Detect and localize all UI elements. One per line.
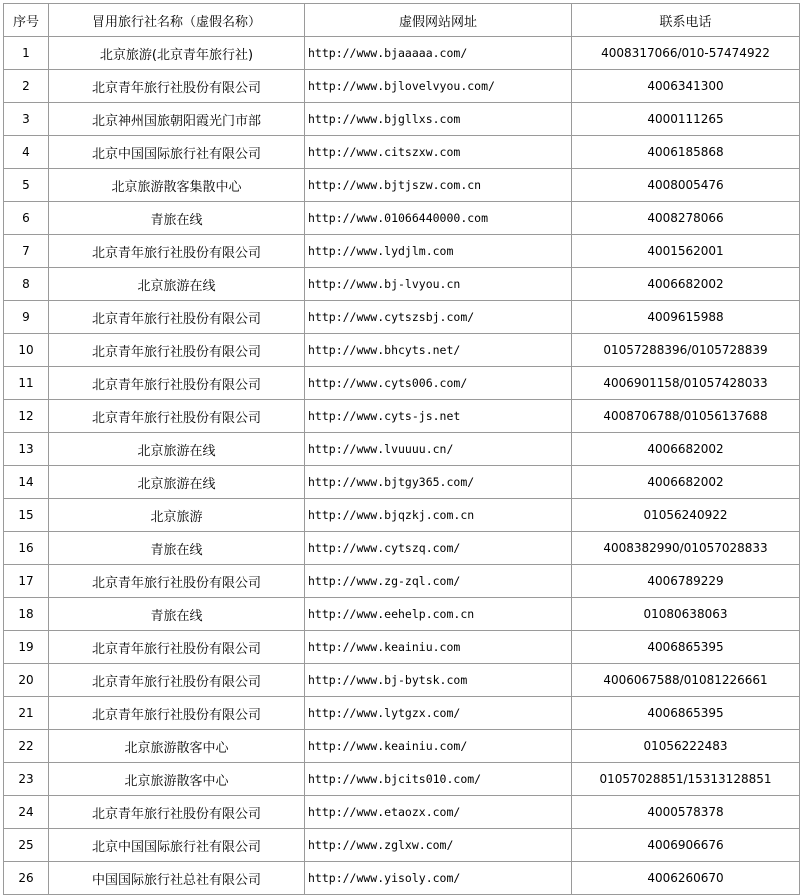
- website-url: http://www.bjcits010.com/: [305, 763, 572, 796]
- website-url: http://www.bjtjszw.com.cn: [305, 169, 572, 202]
- agency-name: 北京中国国际旅行社有限公司: [49, 829, 305, 862]
- phone-number: 4008317066/010-57474922: [572, 37, 800, 70]
- table-row: [4, 37, 800, 70]
- agency-name: 中国国际旅行社总社有限公司: [49, 862, 305, 895]
- agency-name: 北京旅游(北京青年旅行社): [49, 37, 305, 70]
- phone-number: 4006865395: [572, 631, 800, 664]
- table-row: [4, 400, 800, 433]
- website-url: http://www.bjlovelvyou.com/: [305, 70, 572, 103]
- table-row: [4, 862, 800, 895]
- table-row: [4, 136, 800, 169]
- agency-name: 北京旅游散客中心: [49, 763, 305, 796]
- phone-number: 01080638063: [572, 598, 800, 631]
- website-url: http://www.bj-lvyou.cn: [305, 268, 572, 301]
- row-index: 11: [4, 367, 49, 400]
- agency-name: 北京青年旅行社股份有限公司: [49, 796, 305, 829]
- row-index: 2: [4, 70, 49, 103]
- website-url: http://www.etaozx.com/: [305, 796, 572, 829]
- table-row: [4, 631, 800, 664]
- website-url: http://www.zglxw.com/: [305, 829, 572, 862]
- table-row: [4, 169, 800, 202]
- table-row: [4, 334, 800, 367]
- row-index: 21: [4, 697, 49, 730]
- table-row: [4, 763, 800, 796]
- row-index: 24: [4, 796, 49, 829]
- table-row: [4, 532, 800, 565]
- website-url: http://www.cyts-js.net: [305, 400, 572, 433]
- phone-number: 4008005476: [572, 169, 800, 202]
- website-url: http://www.bj-bytsk.com: [305, 664, 572, 697]
- table-row: [4, 598, 800, 631]
- table-row: [4, 565, 800, 598]
- row-index: 16: [4, 532, 49, 565]
- header-agency-name: 冒用旅行社名称（虚假名称）: [49, 4, 305, 37]
- phone-number: 4006789229: [572, 565, 800, 598]
- agency-name: 北京青年旅行社股份有限公司: [49, 367, 305, 400]
- agency-name: 青旅在线: [49, 532, 305, 565]
- row-index: 4: [4, 136, 49, 169]
- agency-name: 北京青年旅行社股份有限公司: [49, 697, 305, 730]
- table-row: [4, 829, 800, 862]
- table-row: [4, 499, 800, 532]
- website-url: http://www.lvuuuu.cn/: [305, 433, 572, 466]
- agency-name: 北京青年旅行社股份有限公司: [49, 301, 305, 334]
- header-website: 虚假网站网址: [305, 4, 572, 37]
- phone-number: 4006682002: [572, 433, 800, 466]
- website-url: http://www.yisoly.com/: [305, 862, 572, 895]
- website-url: http://www.bjtgy365.com/: [305, 466, 572, 499]
- phone-number: 01057028851/15313128851: [572, 763, 800, 796]
- table-row: [4, 268, 800, 301]
- table-row: [4, 70, 800, 103]
- website-url: http://www.lytgzx.com/: [305, 697, 572, 730]
- row-index: 10: [4, 334, 49, 367]
- table-row: [4, 202, 800, 235]
- phone-number: 4008278066: [572, 202, 800, 235]
- phone-number: 4006067588/01081226661: [572, 664, 800, 697]
- website-url: http://www.citszxw.com: [305, 136, 572, 169]
- row-index: 22: [4, 730, 49, 763]
- table-row: [4, 664, 800, 697]
- header-index: 序号: [4, 4, 49, 37]
- agency-name: 北京青年旅行社股份有限公司: [49, 334, 305, 367]
- agency-name: 北京青年旅行社股份有限公司: [49, 664, 305, 697]
- agency-name: 北京青年旅行社股份有限公司: [49, 235, 305, 268]
- table-row: [4, 301, 800, 334]
- phone-number: 01057288396/0105728839: [572, 334, 800, 367]
- agency-name: 北京青年旅行社股份有限公司: [49, 400, 305, 433]
- agency-name: 北京旅游在线: [49, 268, 305, 301]
- website-url: http://www.eehelp.com.cn: [305, 598, 572, 631]
- row-index: 17: [4, 565, 49, 598]
- phone-number: 4006906676: [572, 829, 800, 862]
- agency-name: 北京旅游: [49, 499, 305, 532]
- table-row: [4, 796, 800, 829]
- row-index: 23: [4, 763, 49, 796]
- row-index: 15: [4, 499, 49, 532]
- row-index: 3: [4, 103, 49, 136]
- agency-name: 北京旅游散客中心: [49, 730, 305, 763]
- agency-name: 北京中国国际旅行社有限公司: [49, 136, 305, 169]
- agency-name: 北京青年旅行社股份有限公司: [49, 565, 305, 598]
- website-url: http://www.bjaaaaa.com/: [305, 37, 572, 70]
- phone-number: 4006341300: [572, 70, 800, 103]
- table-row: [4, 730, 800, 763]
- agency-name: 北京旅游在线: [49, 466, 305, 499]
- row-index: 13: [4, 433, 49, 466]
- website-url: http://www.keainiu.com/: [305, 730, 572, 763]
- phone-number: 4006901158/01057428033: [572, 367, 800, 400]
- website-url: http://www.keainiu.com: [305, 631, 572, 664]
- website-url: http://www.lydjlm.com: [305, 235, 572, 268]
- phone-number: 4008706788/01056137688: [572, 400, 800, 433]
- row-index: 12: [4, 400, 49, 433]
- website-url: http://www.01066440000.com: [305, 202, 572, 235]
- agency-name: 北京青年旅行社股份有限公司: [49, 70, 305, 103]
- phone-number: 4006185868: [572, 136, 800, 169]
- row-index: 8: [4, 268, 49, 301]
- row-index: 25: [4, 829, 49, 862]
- website-url: http://www.bjgllxs.com: [305, 103, 572, 136]
- phone-number: 4000578378: [572, 796, 800, 829]
- table-row: [4, 433, 800, 466]
- table-row: [4, 103, 800, 136]
- agency-name: 北京旅游在线: [49, 433, 305, 466]
- phone-number: 4001562001: [572, 235, 800, 268]
- agency-name: 北京青年旅行社股份有限公司: [49, 631, 305, 664]
- phone-number: 4006682002: [572, 268, 800, 301]
- row-index: 26: [4, 862, 49, 895]
- table-row: [4, 367, 800, 400]
- header-phone: 联系电话: [572, 4, 800, 37]
- row-index: 9: [4, 301, 49, 334]
- website-url: http://www.bhcyts.net/: [305, 334, 572, 367]
- phone-number: 4006682002: [572, 466, 800, 499]
- fake-travel-agency-table: [3, 3, 800, 895]
- table-body: [4, 37, 800, 895]
- row-index: 14: [4, 466, 49, 499]
- phone-number: 01056222483: [572, 730, 800, 763]
- website-url: http://www.bjqzkj.com.cn: [305, 499, 572, 532]
- row-index: 5: [4, 169, 49, 202]
- row-index: 19: [4, 631, 49, 664]
- phone-number: 4009615988: [572, 301, 800, 334]
- row-index: 1: [4, 37, 49, 70]
- website-url: http://www.cyts006.com/: [305, 367, 572, 400]
- agency-name: 青旅在线: [49, 202, 305, 235]
- phone-number: 4000111265: [572, 103, 800, 136]
- row-index: 20: [4, 664, 49, 697]
- phone-number: 01056240922: [572, 499, 800, 532]
- table-row: [4, 235, 800, 268]
- website-url: http://www.cytszsbj.com/: [305, 301, 572, 334]
- table-row: [4, 697, 800, 730]
- phone-number: 4008382990/01057028833: [572, 532, 800, 565]
- website-url: http://www.cytszq.com/: [305, 532, 572, 565]
- table-row: [4, 466, 800, 499]
- row-index: 6: [4, 202, 49, 235]
- row-index: 7: [4, 235, 49, 268]
- row-index: 18: [4, 598, 49, 631]
- agency-name: 青旅在线: [49, 598, 305, 631]
- agency-name: 北京神州国旅朝阳霞光门市部: [49, 103, 305, 136]
- agency-name: 北京旅游散客集散中心: [49, 169, 305, 202]
- header-row: [4, 4, 800, 37]
- phone-number: 4006865395: [572, 697, 800, 730]
- website-url: http://www.zg-zql.com/: [305, 565, 572, 598]
- phone-number: 4006260670: [572, 862, 800, 895]
